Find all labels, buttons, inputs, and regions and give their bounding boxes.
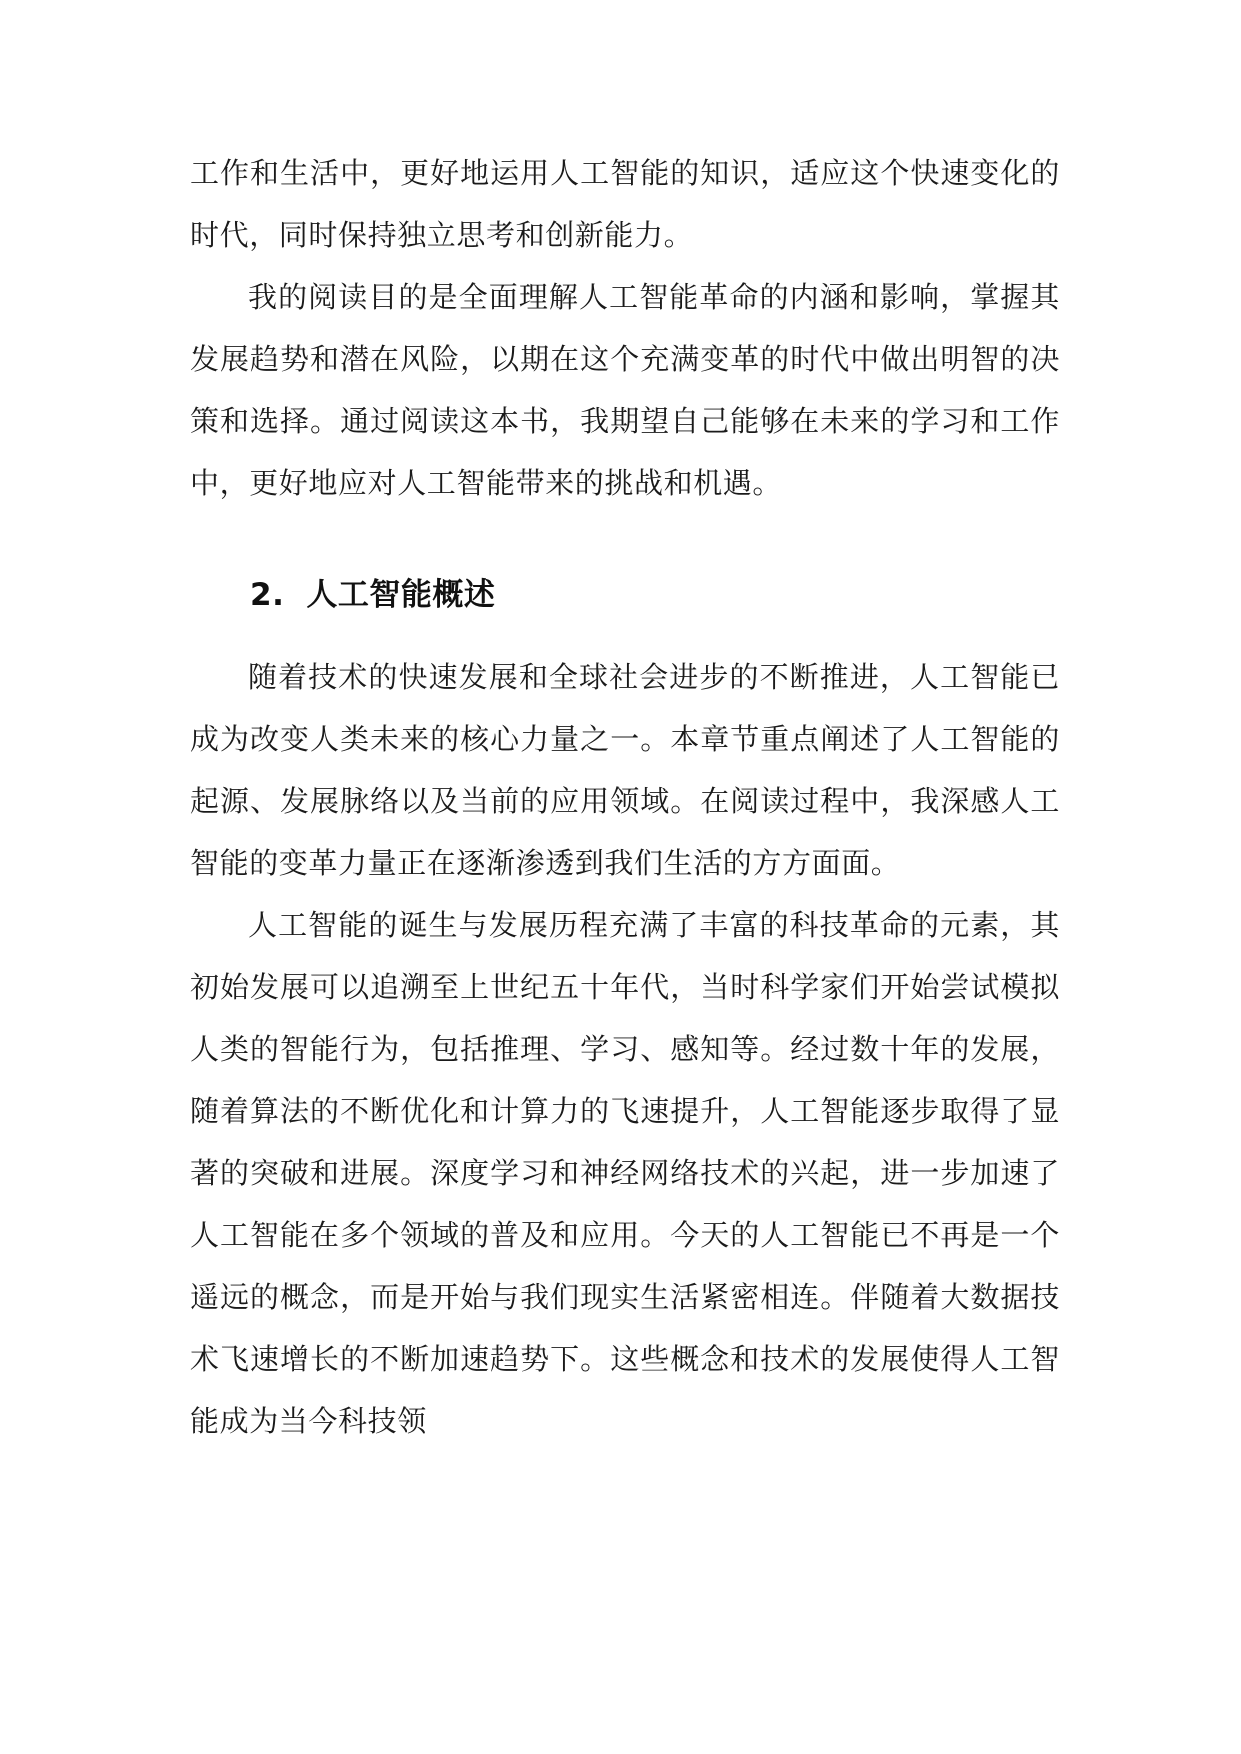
- section-number: 2.: [250, 577, 285, 613]
- section-heading: [190, 558, 1060, 632]
- section-title: 人工智能概述: [306, 577, 496, 613]
- page-content: [190, 142, 1060, 1452]
- paragraph-ai-history: 人工智能的诞生与发展历程充满了丰富的科技革命的元素，其初始发展可以追溯至上世纪五十年代，当时科学家们开始尝试模拟人类的智能行为，包括推理、学习、感知等。经过数十年的发展，随着算法的不断优化和计算力的飞速提升，人工智能逐步取得了显著的突破和进展。深度学习和神经网络技术的兴起，进一步加速了人工智能在多个领域的普及和应用。今天的人工智能已不再是一个遥远的概念，而是开始与我们现实生活紧密相连。伴随着大数据技术飞速增长的不断加速趋势下。这些概念和技术的发展使得人工智能成为当今科技领: [190, 908, 1060, 1438]
- paragraph-reading-purpose: 我的阅读目的是全面理解人工智能革命的内涵和影响，掌握其发展趋势和潜在风险，以期在这个充满变革的时代中做出明智的决策和选择。通过阅读这本书，我期望自己能够在未来的学习和工作中，更好地应对人工智能带来的挑战和机遇。: [190, 280, 1060, 500]
- paragraph-section-intro: 随着技术的快速发展和全球社会进步的不断推进，人工智能已成为改变人类未来的核心力量之一。本章节重点阐述了人工智能的起源、发展脉络以及当前的应用领域。在阅读过程中，我深感人工智能的变革力量正在逐渐渗透到我们生活的方方面面。: [190, 660, 1060, 880]
- paragraph-continued: 工作和生活中，更好地运用人工智能的知识，适应这个快速变化的时代，同时保持独立思考和创新能力。: [190, 156, 1060, 252]
